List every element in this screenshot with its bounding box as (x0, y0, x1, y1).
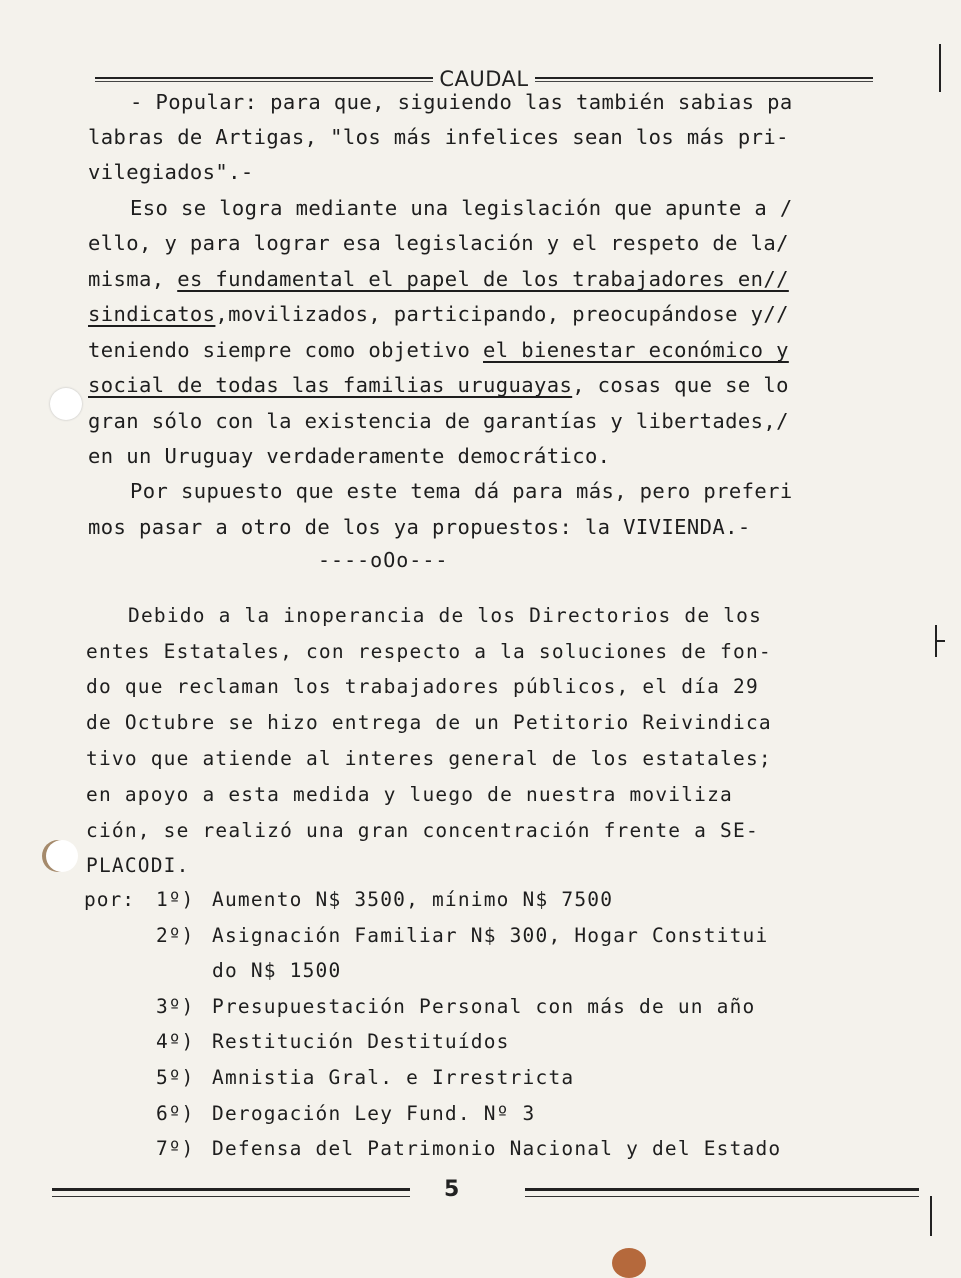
stain (612, 1248, 646, 1278)
text-run: misma, (88, 267, 178, 291)
text-line (88, 300, 789, 328)
petition-item-number: 4º) (156, 1030, 195, 1053)
text-line: en apoyo a esta medida y luego de nuestra moviliza (86, 783, 733, 806)
petition-item-number: 1º) (156, 888, 195, 911)
petition-item-text: Asignación Familiar N$ 300, Hogar Constitui (212, 924, 769, 947)
margin-mark (930, 1196, 932, 1236)
petition-item-text: Amnistia Gral. e Irrestricta (212, 1066, 575, 1089)
text-line (88, 336, 789, 364)
header-title: CAUDAL (439, 67, 529, 91)
punch-hole (46, 840, 78, 872)
text-line: de Octubre se hizo entrega de un Petitorio Reivindica (86, 711, 772, 734)
underlined-text: el bienestar económico y (483, 338, 789, 362)
header-rule-left (95, 77, 433, 82)
text-line (88, 371, 789, 399)
petition-item-text: Restitución Destituídos (212, 1030, 510, 1053)
text-line: ción, se realizó una gran concentración frente a SE- (86, 819, 759, 842)
text-line: vilegiados".- (88, 160, 254, 184)
petition-item-number: 3º) (156, 995, 195, 1018)
text-run: teniendo siempre como objetivo (88, 338, 484, 362)
margin-mark (939, 44, 941, 92)
text-line: Eso se logra mediante una legislación que apunte a / (130, 196, 793, 220)
petition-item-number: 2º) (156, 924, 195, 947)
header-rule-right (535, 77, 873, 82)
petition-item-text: Presupuestación Personal con más de un año (212, 995, 756, 1018)
petition-intro: por: (84, 888, 135, 911)
punch-hole (50, 388, 82, 420)
text-line: ello, y para lograr esa legislación y el respeto de la/ (88, 231, 789, 255)
text-line: mos pasar a otro de los ya propuestos: la VIVIENDA.- (88, 515, 751, 539)
underlined-text: sindicatos (88, 302, 216, 326)
page-number: 5 (444, 1177, 460, 1202)
margin-mark (935, 640, 945, 642)
text-line: gran sólo con la existencia de garantías y libertades,/ (88, 409, 789, 433)
text-line (88, 265, 789, 293)
petition-item-text: do N$ 1500 (212, 959, 342, 982)
underlined-text: social de todas las familias uruguayas (88, 373, 573, 397)
text-line: entes Estatales, con respecto a la soluciones de fon- (86, 640, 772, 663)
underlined-text: es fundamental el papel de los trabajadores en// (177, 267, 789, 291)
petition-item-number: 5º) (156, 1066, 195, 1089)
petition-item-text: Aumento N$ 3500, mínimo N$ 7500 (212, 888, 614, 911)
text-line: - Popular: para que, siguiendo las también sabias pa (130, 90, 793, 114)
text-line: do que reclaman los trabajadores públicos, el día 29 (86, 675, 759, 698)
footer-rule-left (52, 1188, 410, 1197)
petition-item-number: 7º) (156, 1137, 195, 1160)
section-separator: ----oOo--- (318, 548, 449, 572)
footer-rule-right (525, 1188, 919, 1197)
text-line: labras de Artigas, "los más infelices sean los más pri- (88, 125, 789, 149)
text-line: Debido a la inoperancia de los Directorios de los (128, 604, 763, 627)
text-line: PLACODI. (86, 854, 190, 877)
petition-item-text: Derogación Ley Fund. Nº 3 (212, 1102, 536, 1125)
petition-item-text: Defensa del Patrimonio Nacional y del Estado (212, 1137, 782, 1160)
text-line: Por supuesto que este tema dá para más, pero preferi (130, 479, 793, 503)
petition-item-number: 6º) (156, 1102, 195, 1125)
text-run: ,movilizados, participando, preocupándose y// (215, 302, 789, 326)
text-line: tivo que atiende al interes general de los estatales; (86, 747, 772, 770)
text-line: en un Uruguay verdaderamente democrático. (88, 444, 611, 468)
text-run: , cosas que se lo (572, 373, 789, 397)
